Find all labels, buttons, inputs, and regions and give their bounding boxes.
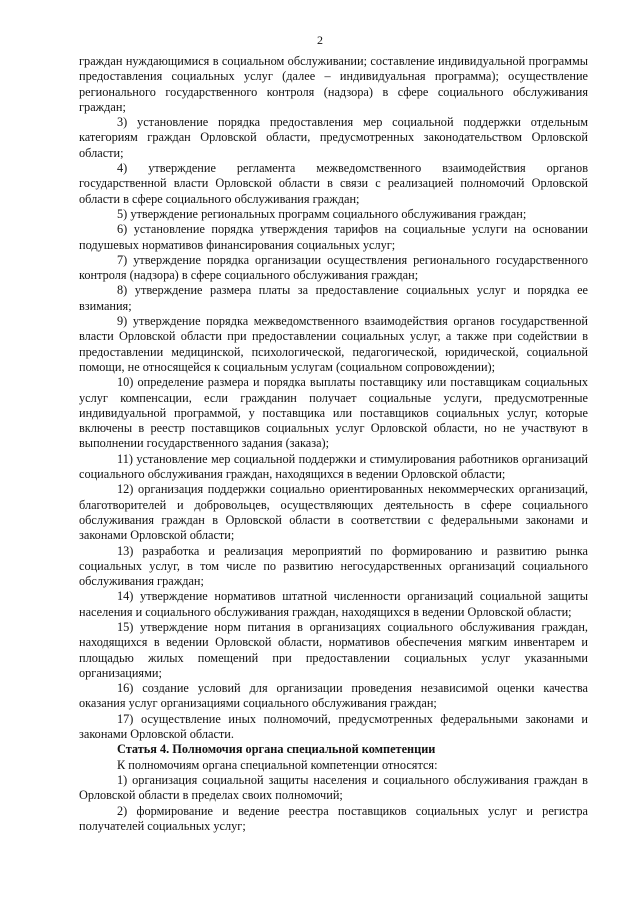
article-intro: К полномочиям органа специальной компетенции относятся: (117, 757, 438, 772)
document-body (79, 54, 588, 834)
article-heading: Статья 4. Полномочия органа специальной компетенции (117, 742, 436, 757)
list-item: 5) утверждение региональных программ социального обслуживания граждан; (117, 206, 527, 221)
page-number: 2 (317, 33, 323, 47)
list-item: 9) утверждение порядка межведомственного взаимодействия органов государственной власти Орловской области при предоставлении социальных услуг, а также при содействии в предоставлении медицинской, психологической, педагогической, юридической, социальной помощи, не относящейся к социальным услугам (социальном сопровождении); (79, 314, 588, 374)
list-item: 1) организация социальной защиты населения и социального обслуживания граждан в Орловской области в пределах своих полномочий; (79, 772, 588, 803)
list-item: 8) утверждение размера платы за предоставление социальных услуг и порядка ее взимания; (79, 283, 588, 313)
list-item: 4) утверждение регламента межведомственного взаимодействия органов государственной власти Орловской области в связи с реализацией полномочий Орловской области в сфере социального обслуживания граждан; (79, 161, 588, 206)
list-item: 11) установление мер социальной поддержки и стимулирования работников организаций социального обслуживания граждан, находящихся в ведении Орловской области; (79, 451, 588, 482)
list-item: 17) осуществление иных полномочий, предусмотренных федеральными законами и законами Орловской области. (79, 711, 588, 742)
list-item: 3) установление порядка предоставления мер социальной поддержки отдельным категориям граждан Орловской области, предусмотренных законодательством Орловской области; (79, 115, 588, 160)
list-item: 15) утверждение норм питания в организациях социального обслуживания граждан, находящихся в ведении Орловской области, нормативов обеспечения мягким инвентарем и площадью жилых помещений при предоставлении социальных услуг указанными организациями; (79, 619, 588, 680)
list-item: 16) создание условий для организации проведения независимой оценки качества оказания услуг организациями социального обслуживания граждан; (79, 681, 588, 711)
lead-paragraph: граждан нуждающимися в социальном обслуживании; составление индивидуальной программы предоставления социальных услуг (далее – индивидуальная программа); осуществление регионального государственного контроля (надзора) в сфере социального обслуживания граждан; (79, 54, 588, 114)
list-item: 2) формирование и ведение реестра поставщиков социальных услуг и регистра получателей социальных услуг; (79, 803, 588, 833)
list-item: 7) утверждение порядка организации осуществления регионального государственного контроля (надзора) в сфере социального обслуживания граждан; (79, 252, 588, 283)
list-item: 6) установление порядка утверждения тарифов на социальные услуги на основании подушевых нормативов финансирования социальных услуг; (79, 222, 588, 252)
list-item: 13) разработка и реализация мероприятий по формированию и развитию рынка социальных услуг, в том числе по развитию негосударственных организаций социального обслуживания граждан; (79, 543, 588, 589)
list-item: 10) определение размера и порядка выплаты поставщику или поставщикам социальных услуг компенсации, если гражданин получает социальные услуги, предусмотренные индивидуальной программой, у поставщика или поставщиков социальных услуг, которые включены в реестр поставщиков социальных услуг Орловской области, но не участвуют в выполнении государственного задания (заказа); (79, 375, 588, 451)
list-item: 12) организация поддержки социально ориентированных некоммерческих организаций, благотворителей и добровольцев, осуществляющих деятельность в сфере социального обслуживания граждан в Орловской области в соответствии с федеральными законами и законами Орловской области; (79, 482, 588, 543)
list-item: 14) утверждение нормативов штатной численности организаций социальной защиты населения и социального обслуживания граждан, находящихся в ведении Орловской области; (79, 589, 588, 619)
